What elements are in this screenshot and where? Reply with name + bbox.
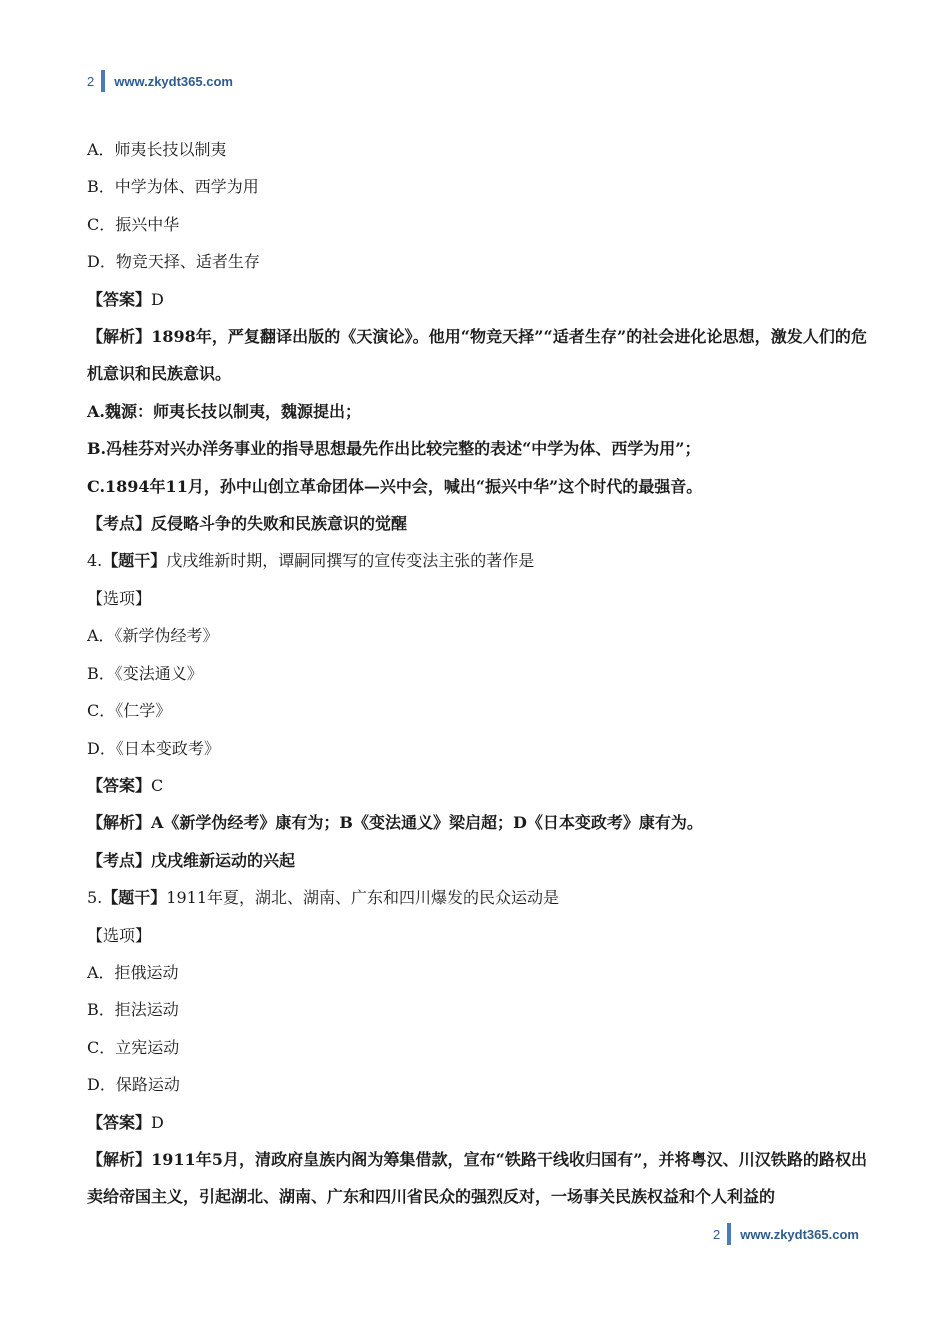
q4-options-label: 【选项】 [87,588,152,608]
q4-answer-value: C [151,775,164,795]
q4-stem-label: 【题干】 [102,551,167,571]
q5-number: 5. [87,888,103,908]
footer-page-number: 2 [713,1226,721,1242]
q4-number: 4. [87,551,103,571]
q5-stem [87,879,867,916]
q5-answer [87,1104,867,1141]
q5-stem-text: 1911年夏，湖北、湖南、广东和四川爆发的民众运动是 [166,888,560,908]
q4-option-a: A．《新学伪经考》 [87,626,219,646]
q3-answer [87,281,867,318]
footer-site-url[interactable]: www.zkydt365.com [740,1226,859,1242]
q3-analysis-a: A.魏源：师夷长技以制夷，魏源提出； [87,401,361,421]
page-footer [713,1223,859,1245]
page-header [87,70,233,92]
q3-point: 【考点】反侵略斗争的失败和民族意识的觉醒 [87,514,408,534]
document-body [87,131,867,1216]
q3-answer-value: D [151,289,164,309]
q4-analysis: 【解析】A《新学伪经考》康有为；B《变法通义》梁启超；D《日本变政考》康有为。 [87,813,703,833]
q4-option-b: B．《变法通义》 [87,663,203,683]
q3-answer-label: 【答案】 [87,289,152,309]
header-page-number: 2 [87,73,95,89]
q3-option-a: A．师夷长技以制夷 [87,140,227,159]
q3-option-c: C．振兴中华 [87,214,180,234]
q3-option-d: D．物竞天择、适者生存 [87,252,260,272]
q5-option-d: D．保路运动 [87,1075,180,1095]
header-divider [101,70,105,92]
q5-answer-label: 【答案】 [87,1112,152,1132]
q4-stem-text: 戊戌维新时期，谭嗣同撰写的宣传变法主张的著作是 [166,551,535,571]
q5-analysis: 【解析】1911年5月，清政府皇族内阁为筹集借款，宣布“铁路干线收归国有”，并将粤汉、川汉铁路的路权出卖给帝国主义，引起湖北、湖南、广东和四川省民众的强烈反对，一场事关民族权益和个人利益的 [87,1149,867,1207]
q5-options-label: 【选项】 [87,925,152,945]
q5-stem-label: 【题干】 [102,888,167,908]
q4-option-c: C．《仁学》 [87,701,172,721]
footer-divider [727,1223,731,1245]
q5-answer-value: D [151,1112,164,1132]
header-site-url[interactable]: www.zkydt365.com [114,73,233,89]
q4-answer-label: 【答案】 [87,775,152,795]
q5-option-c: C．立宪运动 [87,1037,180,1057]
q5-option-a: A．拒俄运动 [87,962,179,982]
q5-option-b: B．拒法运动 [87,1000,179,1020]
q4-option-d: D．《日本变政考》 [87,738,220,758]
q3-analysis-b: B.冯桂芬对兴办洋务事业的指导思想最先作出比较完整的表述“中学为体、西学为用”； [87,439,701,459]
q3-option-b: B．中学为体、西学为用 [87,177,259,197]
q3-analysis: 【解析】1898年，严复翻译出版的《天演论》。他用“物竞天择”“适者生存”的社会进化论思想，激发人们的危机意识和民族意识。 [87,327,867,384]
q4-answer [87,767,867,804]
q4-point: 【考点】戊戌维新运动的兴起 [87,850,296,870]
q3-analysis-c: C.1894年11月，孙中山创立革命团体—兴中会，喊出“振兴中华”这个时代的最强音。 [87,476,703,496]
q4-stem [87,542,867,579]
